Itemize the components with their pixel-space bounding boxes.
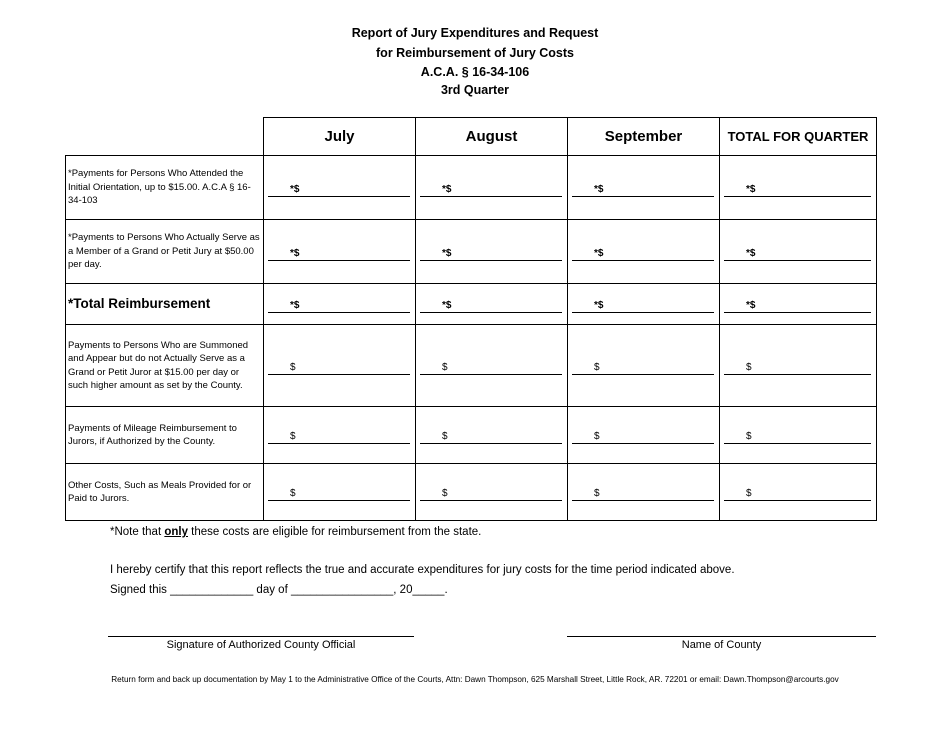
currency-prefix: *$: [442, 183, 452, 195]
amount-field-july[interactable]: [268, 431, 410, 444]
currency-prefix: $: [290, 361, 296, 373]
currency-prefix: $: [442, 488, 448, 499]
expenditure-table: [65, 117, 877, 521]
currency-prefix: *$: [746, 300, 756, 311]
currency-prefix: *$: [594, 247, 604, 259]
currency-prefix: *$: [746, 247, 756, 259]
currency-prefix: *$: [290, 247, 300, 259]
quarter-label: 3rd Quarter: [440, 83, 510, 97]
amount-field-september[interactable]: [572, 488, 714, 501]
amount-field-july[interactable]: [268, 248, 410, 261]
amount-field-september[interactable]: [572, 431, 714, 444]
note-text: *Note that: [110, 526, 165, 538]
amount-cell[interactable]: [416, 284, 568, 325]
row-label-mileage: Payments of Mileage Reimbursement to Jurors, if Authorized by the County.: [66, 407, 264, 464]
currency-prefix: $: [746, 488, 752, 499]
amount-field-total[interactable]: [724, 431, 871, 444]
amount-cell[interactable]: [720, 407, 877, 464]
amount-cell[interactable]: [568, 220, 720, 284]
amount-cell[interactable]: [264, 284, 416, 325]
amount-field-august[interactable]: [420, 362, 562, 375]
currency-prefix: $: [746, 361, 752, 373]
county-name-label: Name of County: [681, 639, 762, 651]
currency-prefix: $: [442, 361, 448, 373]
column-header-september: September: [568, 118, 720, 156]
amount-field-july[interactable]: [268, 488, 410, 501]
certification-statement: I hereby certify that this report reflects the true and accurate expenditures for jury costs for the time period indicated above.: [110, 564, 735, 576]
signature-label: Signature of Authorized County Official: [166, 639, 356, 651]
amount-cell[interactable]: [568, 156, 720, 220]
amount-cell[interactable]: [264, 156, 416, 220]
amount-field-august[interactable]: [420, 248, 562, 261]
currency-prefix: $: [594, 488, 600, 499]
currency-prefix: $: [594, 431, 600, 442]
amount-field-total[interactable]: [724, 488, 871, 501]
row-label-summoned: Payments to Persons Who are Summoned and Appear but do not Actually Serve as a Grand or Petit Juror at $15.00 per day or such higher amount as set by the County.: [66, 325, 264, 407]
amount-field-total[interactable]: [724, 300, 871, 313]
table-row: [66, 284, 877, 325]
amount-field-july[interactable]: [268, 362, 410, 375]
amount-cell[interactable]: [416, 407, 568, 464]
currency-prefix: *$: [746, 183, 756, 195]
column-header-total: TOTAL FOR QUARTER: [720, 118, 877, 156]
amount-cell[interactable]: [264, 220, 416, 284]
currency-prefix: $: [442, 431, 448, 442]
currency-prefix: $: [290, 488, 296, 499]
signature-line[interactable]: [108, 636, 414, 637]
amount-cell[interactable]: [568, 284, 720, 325]
statute-reference: A.C.A. § 16-34-106: [420, 65, 530, 79]
table-row: [66, 464, 877, 521]
amount-field-september[interactable]: [572, 248, 714, 261]
amount-cell[interactable]: [720, 220, 877, 284]
column-header-july: July: [264, 118, 416, 156]
amount-field-september[interactable]: [572, 300, 714, 313]
amount-field-august[interactable]: [420, 488, 562, 501]
currency-prefix: *$: [594, 300, 604, 311]
amount-field-september[interactable]: [572, 184, 714, 197]
return-instructions: Return form and back up documentation by May 1 to the Administrative Office of the Courts, Attn: Dawn Thompson, 625 Marshall Street, Little Rock, AR. 72201 or email: Dawn.Thompson@arcourts.gov: [111, 675, 839, 684]
note-emphasis: only: [164, 526, 188, 538]
amount-cell[interactable]: [568, 407, 720, 464]
currency-prefix: $: [746, 431, 752, 442]
currency-prefix: *$: [594, 183, 604, 195]
amount-field-total[interactable]: [724, 184, 871, 197]
currency-prefix: *$: [290, 183, 300, 195]
currency-prefix: *$: [290, 300, 300, 311]
report-subtitle: for Reimbursement of Jury Costs: [376, 46, 574, 60]
row-label-total-reimbursement: *Total Reimbursement: [66, 284, 264, 325]
row-label-orientation: *Payments for Persons Who Attended the Initial Orientation, up to $15.00. A.C.A § 16-34-103: [66, 156, 264, 220]
amount-field-total[interactable]: [724, 248, 871, 261]
amount-field-september[interactable]: [572, 362, 714, 375]
currency-prefix: $: [594, 361, 600, 373]
table-row: [66, 407, 877, 464]
county-name-line[interactable]: [567, 636, 876, 637]
amount-cell[interactable]: [720, 464, 877, 521]
row-label-actual-service: *Payments to Persons Who Actually Serve as a Member of a Grand or Petit Jury at $50.00 per day.: [66, 220, 264, 284]
amount-cell[interactable]: [264, 325, 416, 407]
table-row: [66, 325, 877, 407]
column-header-august: August: [416, 118, 568, 156]
amount-cell[interactable]: [416, 156, 568, 220]
amount-cell[interactable]: [568, 325, 720, 407]
table-row: [66, 220, 877, 284]
amount-cell[interactable]: [720, 156, 877, 220]
amount-field-july[interactable]: [268, 184, 410, 197]
amount-cell[interactable]: [720, 284, 877, 325]
amount-field-july[interactable]: [268, 300, 410, 313]
amount-field-total[interactable]: [724, 362, 871, 375]
amount-cell[interactable]: [264, 464, 416, 521]
currency-prefix: *$: [442, 300, 452, 311]
amount-cell[interactable]: [264, 407, 416, 464]
amount-field-august[interactable]: [420, 431, 562, 444]
signed-date-line[interactable]: Signed this _____________ day of ________________, 20_____.: [110, 584, 448, 596]
amount-cell[interactable]: [416, 220, 568, 284]
table-header-row: [66, 118, 877, 156]
note-text-end: these costs are eligible for reimbursement from the state.: [187, 526, 482, 538]
blank-corner: [66, 118, 264, 156]
eligibility-note: [110, 526, 481, 538]
report-title: Report of Jury Expenditures and Request: [351, 26, 599, 40]
amount-cell[interactable]: [416, 464, 568, 521]
currency-prefix: *$: [442, 247, 452, 259]
amount-field-august[interactable]: [420, 184, 562, 197]
row-label-other-costs: Other Costs, Such as Meals Provided for or Paid to Jurors.: [66, 464, 264, 521]
amount-cell[interactable]: [416, 325, 568, 407]
amount-cell[interactable]: [720, 325, 877, 407]
currency-prefix: $: [290, 431, 296, 442]
amount-cell[interactable]: [568, 464, 720, 521]
amount-field-august[interactable]: [420, 300, 562, 313]
table-row: [66, 156, 877, 220]
